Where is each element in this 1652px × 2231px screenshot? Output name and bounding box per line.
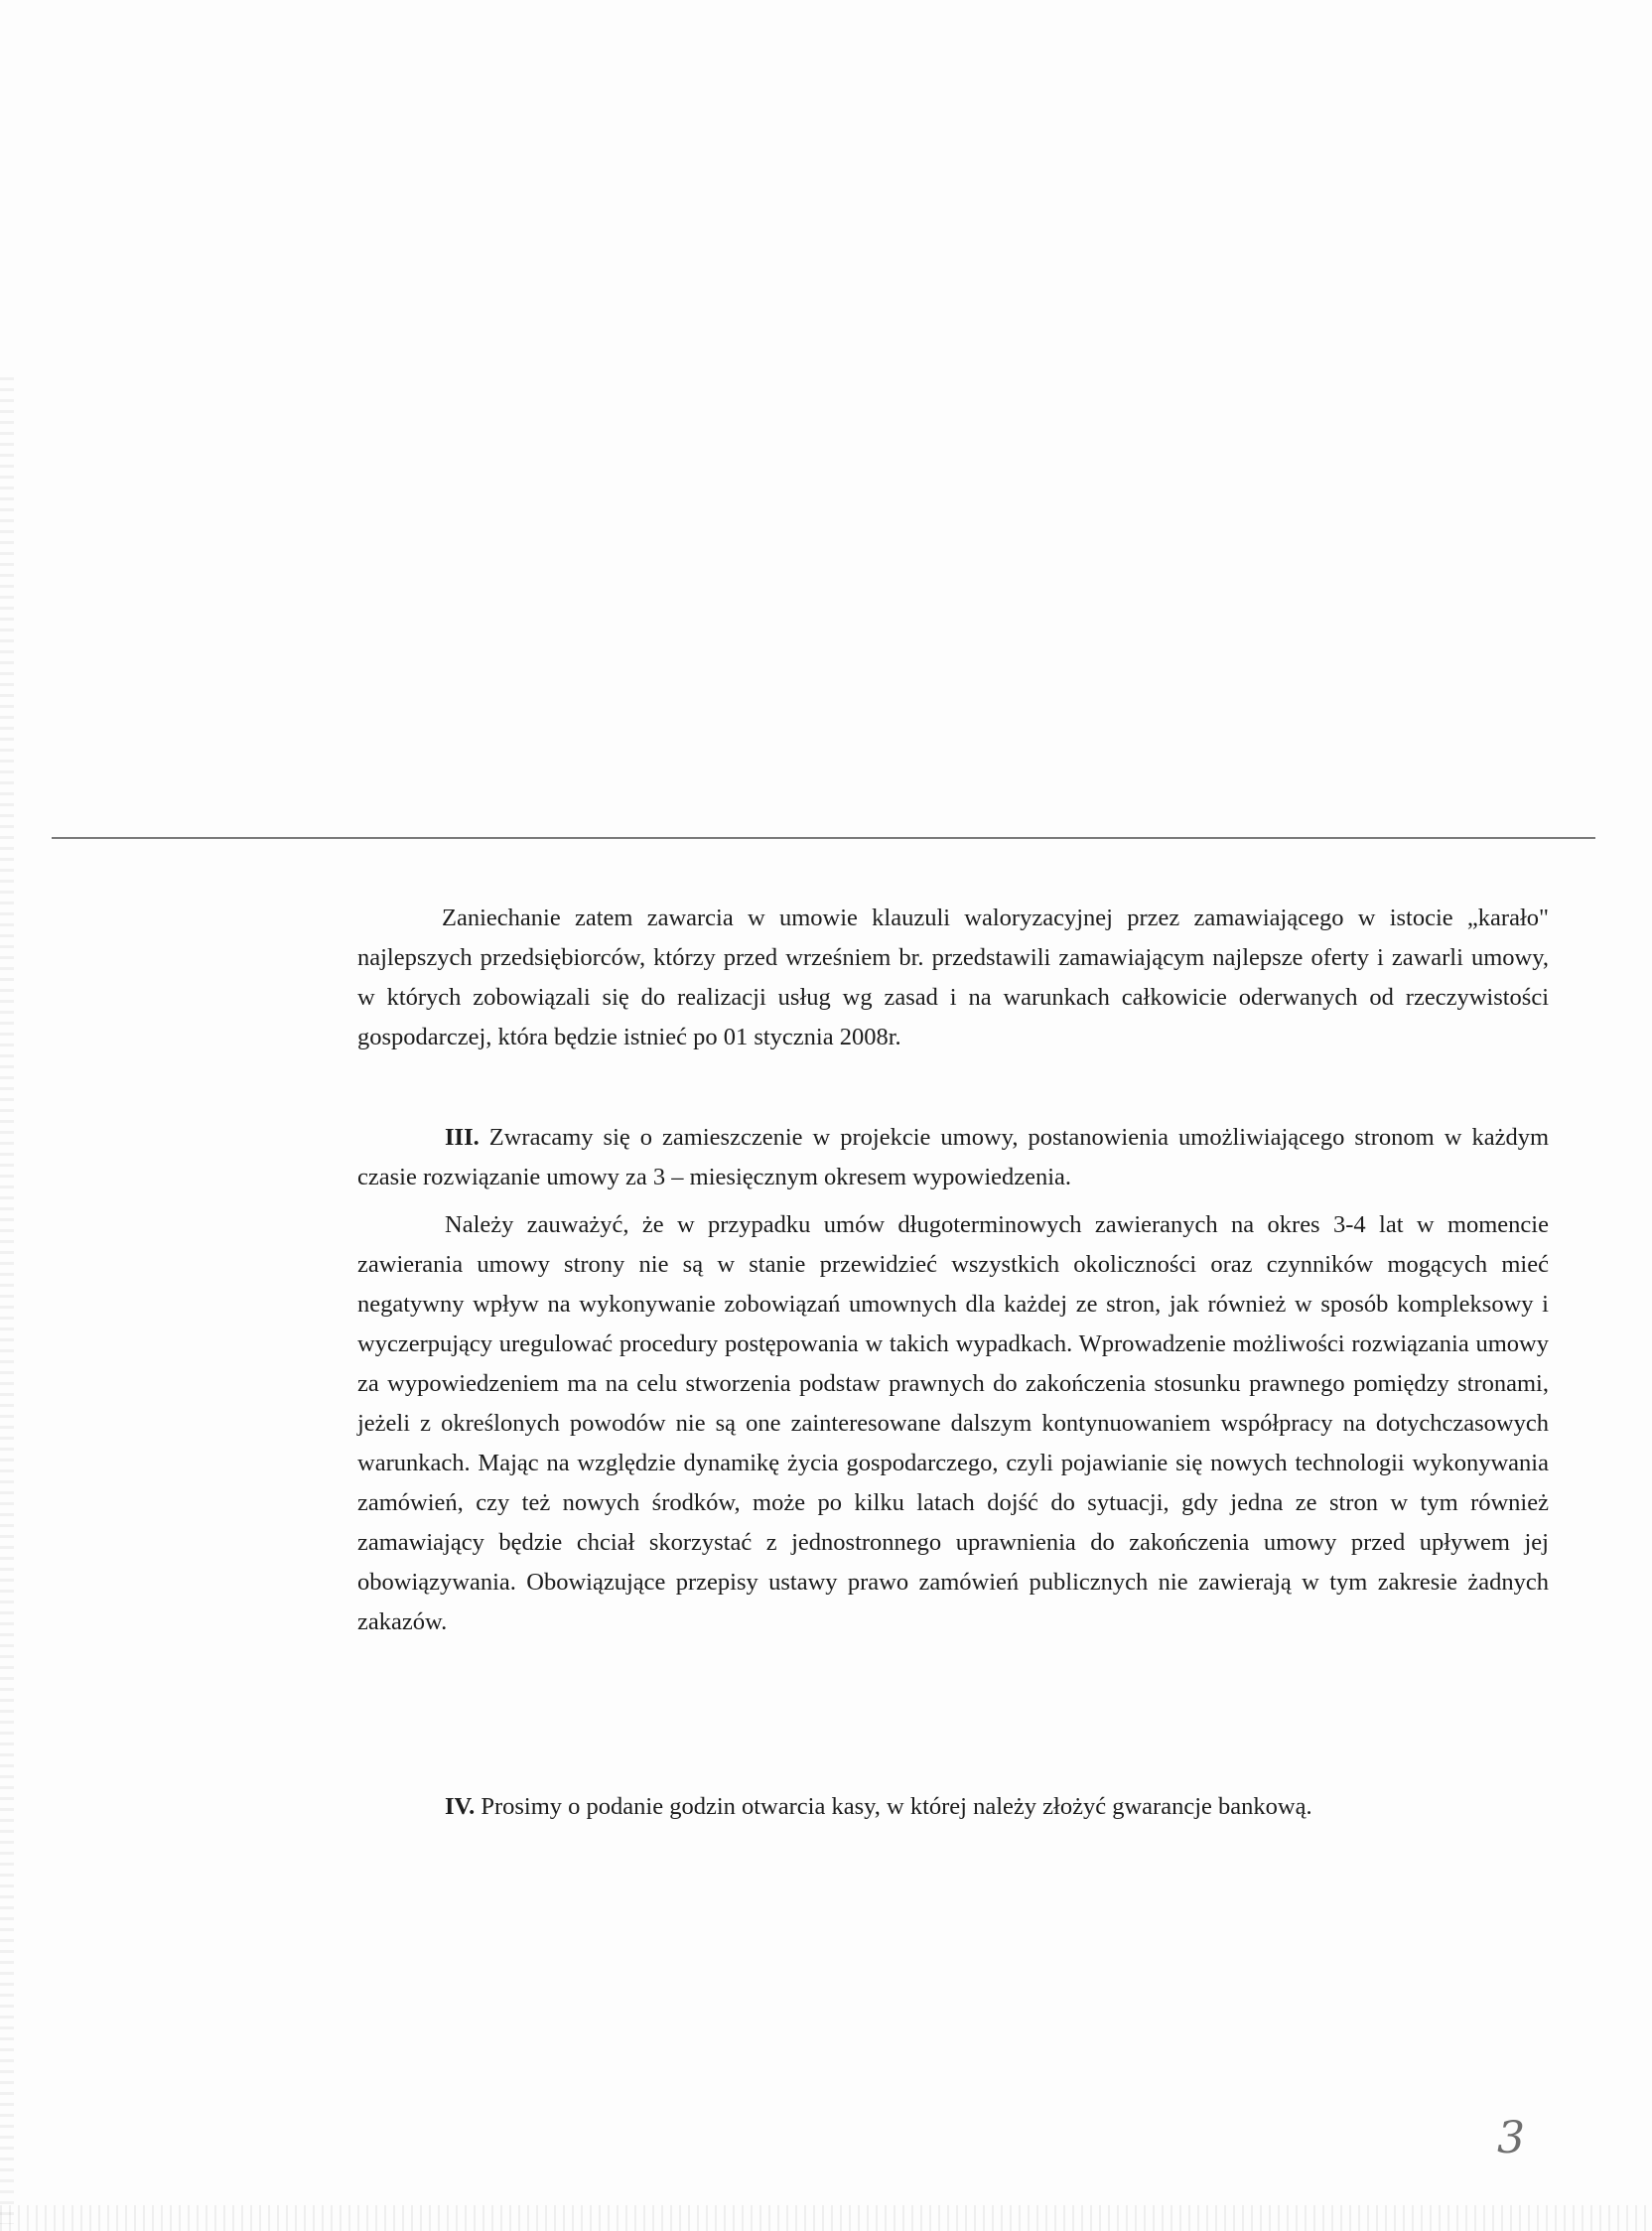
- section-iii-text: Zwracamy się o zamieszczenie w projekcie umowy, postanowienia umożliwiającego stronom w każdym czasie rozwiązanie umowy za 3 – miesięcznym okresem wypowiedzenia.: [357, 1123, 1549, 1190]
- section-iv-numeral: IV.: [445, 1792, 476, 1820]
- section-iv-text: Prosimy o podanie godzin otwarcia kasy, w której należy złożyć gwarancje bankową.: [481, 1792, 1312, 1820]
- paragraph-clause-omission: Zaniechanie zatem zawarcia w umowie klauzuli waloryzacyjnej przez zamawiającego w istocie „karało" najlepszych przedsiębiorców, którzy przed wrześniem br. przedstawili zamawiającym najlepsze oferty i zawarli umowy, w których zobowiązali się do realizacji usług wg zasad i na warunkach całkowicie oderwanych od rzeczywistości gospodarczej, która będzie istnieć po 01 stycznia 2008r.: [357, 904, 1549, 1050]
- paragraph-section-iii-justification: Należy zauważyć, że w przypadku umów długoterminowych zawieranych na okres 3-4 lat w momencie zawierania umowy strony nie są w stanie przewidzieć wszystkich okoliczności oraz czynników mogących mieć negatywny wpływ na wykonywanie zobowiązań umownych dla każdej ze stron, jak również w sposób kompleksowy i wyczerpujący uregulować procedury postępowania w takich wypadkach. Wprowadzenie możliwości rozwiązania umowy za wypowiedzeniem ma na celu stworzenia podstaw prawnych do zakończenia stosunku prawnego pomiędzy stronami, jeżeli z określonych powodów nie są one zainteresowane dalszym kontynuowaniem współpracy na dotychczasowych warunkach. Mając na względzie dynamikę życia gospodarczego, czyli pojawianie się nowych technologii wykonywania zamówień, czy też nowych środków, może po kilku latach dojść do sytuacji, gdy jedna ze stron w tym również zamawiający będzie chciał skorzystać z jednostronnego uprawnienia do zakończenia umowy przed upływem jej obowiązywania. Obowiązujące przepisy ustawy prawo zamówień publicznych nie zawierają w tym zakresie żadnych zakazów.: [357, 1210, 1549, 1635]
- scan-edge-noise-bottom: [0, 2205, 1652, 2231]
- section-iii-heading-paragraph: [357, 1118, 1549, 1197]
- page-number: 3: [1497, 2113, 1525, 2163]
- page-fold-line: [52, 837, 1595, 839]
- section-iii-numeral: III.: [445, 1123, 480, 1151]
- section-iv-paragraph: [357, 1787, 1549, 1827]
- scan-edge-noise-left: [0, 377, 14, 2224]
